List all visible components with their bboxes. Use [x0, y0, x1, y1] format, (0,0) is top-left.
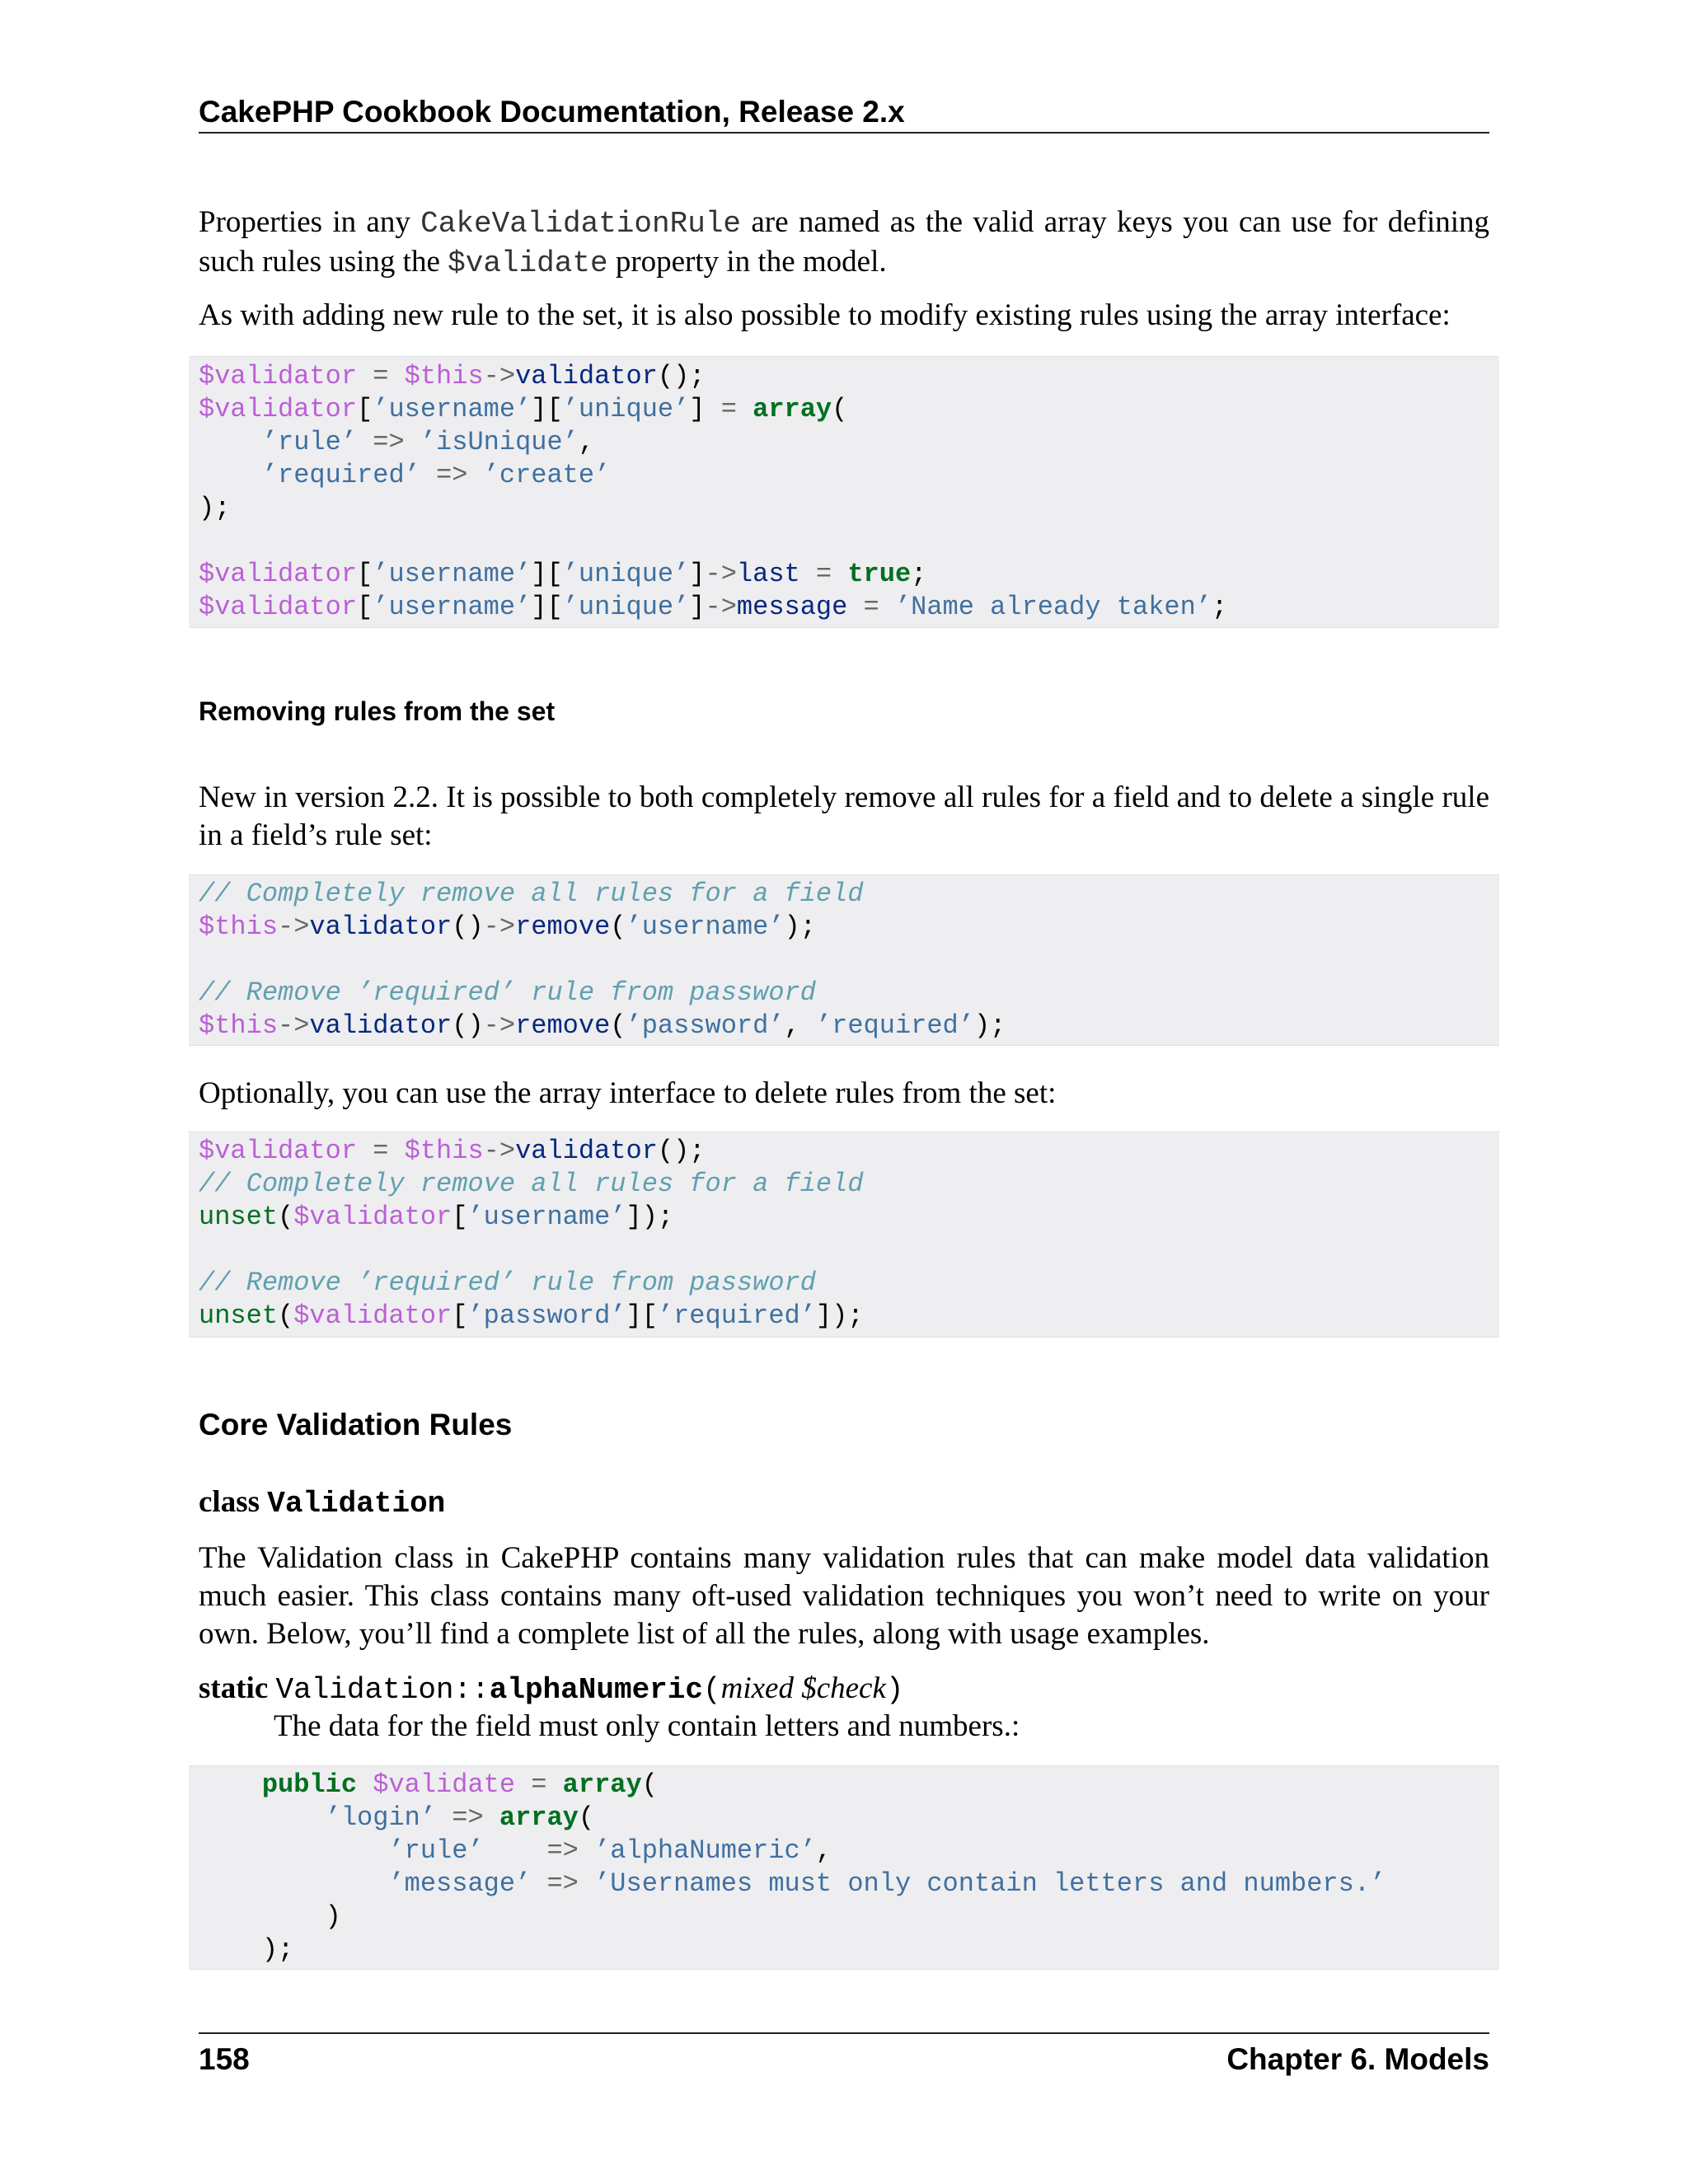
class-signature: class Validation: [199, 1485, 446, 1521]
heading-core-validation-rules: Core Validation Rules: [199, 1408, 513, 1441]
code-token: =>: [373, 427, 405, 457]
code-line: [199, 1300, 1489, 1333]
code-line: [199, 1267, 1489, 1300]
code-token: [515, 1769, 531, 1800]
code-token: ->: [483, 361, 516, 391]
code-token: (): [452, 1010, 484, 1041]
code-token: ->: [278, 912, 310, 942]
code-token: ’required’: [815, 1010, 974, 1041]
code-token: ->: [483, 912, 516, 942]
code-line: [199, 944, 1489, 977]
code-token: ’message’: [388, 1868, 532, 1899]
method-description: The data for the field must only contain letters and numbers.:: [274, 1709, 1020, 1743]
code-token: $validator: [199, 592, 358, 622]
code-token: [: [452, 1301, 468, 1331]
code-token: ’unique’: [562, 559, 690, 589]
code-token: =: [815, 559, 832, 589]
page-footer: [199, 2032, 1489, 2083]
code-token: [579, 1835, 594, 1866]
code-token: ][: [626, 1301, 658, 1331]
code-token: ’Usernames must only contain letters and numbers.’: [594, 1868, 1386, 1899]
code-token: [531, 1868, 546, 1899]
code-token: ]);: [626, 1202, 674, 1232]
code-token: array: [753, 394, 832, 424]
code-line: [199, 525, 1489, 558]
code-line: [199, 1010, 1489, 1043]
code-token: $this: [199, 912, 279, 942]
code-token: ,: [784, 1010, 816, 1041]
code-token: (): [452, 912, 484, 942]
code-line: [199, 591, 1489, 624]
code-token: [199, 1835, 388, 1866]
code-token: // Completely remove all rules for a field: [199, 1169, 864, 1199]
code-token: (: [832, 394, 848, 424]
code-token: $validate: [373, 1769, 516, 1800]
code-token: [879, 592, 895, 622]
paragraph-array-interface: Optionally, you can use the array interface to delete rules from the set:: [199, 1076, 1057, 1110]
code-token: // Remove ’required’ rule from password: [199, 1268, 816, 1298]
code-token: ’rule’: [261, 427, 358, 457]
code-token: ’create’: [483, 460, 611, 490]
code-line: [199, 360, 1489, 393]
code-token: ’username’: [373, 592, 532, 622]
code-token: [847, 592, 863, 622]
code-token: ]: [689, 394, 721, 424]
code-line: [199, 1802, 1489, 1835]
code-token: [: [357, 559, 373, 589]
code-token: validator: [309, 912, 452, 942]
code-line: [199, 1900, 1489, 1933]
code-token: ->: [705, 559, 737, 589]
chapter-title: Chapter 6. Models: [1226, 2042, 1489, 2076]
code-line: [199, 558, 1489, 591]
paragraph-modify-rules: As with adding new rule to the set, it is also possible to modify existing rules using the array interface:: [199, 298, 1451, 332]
code-token: );: [973, 1010, 1006, 1041]
code-token: ();: [657, 1136, 706, 1166]
code-line: [199, 1769, 1489, 1802]
code-token: $this: [404, 361, 484, 391]
code-token: $validator: [293, 1202, 452, 1232]
code-token: $validator: [199, 361, 358, 391]
inline-code-validate: $validate: [448, 246, 608, 280]
code-token: =: [357, 1136, 405, 1166]
code-token: =>: [546, 1835, 579, 1866]
code-token: ’username’: [467, 1202, 626, 1232]
code-block-remove-rules: [189, 874, 1499, 1046]
code-token: unset: [199, 1301, 279, 1331]
code-token: $validator: [293, 1301, 452, 1331]
code-token: ,: [578, 427, 595, 457]
code-token: ’password’: [467, 1301, 626, 1331]
code-token: ’isUnique’: [420, 427, 579, 457]
code-token: $this: [404, 1136, 484, 1166]
code-token: [357, 1769, 373, 1800]
code-token: ’username’: [626, 912, 785, 942]
code-token: (: [278, 1301, 294, 1331]
code-token: ’unique’: [562, 592, 690, 622]
code-token: ’unique’: [562, 394, 690, 424]
code-token: [: [452, 1202, 468, 1232]
code-line: [199, 393, 1489, 426]
code-token: [800, 559, 816, 589]
code-token: =>: [452, 1802, 484, 1833]
code-token: [420, 460, 436, 490]
code-token: validator: [309, 1010, 452, 1041]
code-line: [199, 1933, 1489, 1966]
code-token: $validator: [199, 394, 358, 424]
code-line: [199, 459, 1489, 492]
code-token: ’required’: [261, 460, 420, 490]
code-token: =: [720, 394, 737, 424]
code-token: ’username’: [373, 559, 532, 589]
code-token: ’Name already taken’: [894, 592, 1212, 622]
code-token: ;: [1212, 592, 1228, 622]
code-line: [199, 492, 1489, 525]
code-token: (: [641, 1769, 658, 1800]
code-line: [199, 1835, 1489, 1868]
code-token: public: [261, 1769, 358, 1800]
code-token: =>: [436, 460, 468, 490]
code-token: ’password’: [626, 1010, 785, 1041]
code-token: true: [847, 559, 912, 589]
code-token: message: [736, 592, 848, 622]
class-name: Validation: [267, 1487, 446, 1521]
code-token: $validator: [199, 559, 358, 589]
code-line: [199, 1135, 1489, 1168]
code-line: [199, 1868, 1489, 1900]
code-token: ’rule’: [388, 1835, 484, 1866]
code-token: // Remove ’required’ rule from password: [199, 977, 816, 1008]
code-token: [467, 460, 483, 490]
code-token: (: [610, 912, 626, 942]
code-token: [436, 1802, 452, 1833]
code-token: last: [736, 559, 800, 589]
code-token: $validator: [199, 1136, 358, 1166]
code-token: [737, 394, 753, 424]
code-token: ->: [483, 1010, 516, 1041]
code-line: [199, 1201, 1489, 1234]
code-token: ();: [657, 361, 706, 391]
heading-removing-rules: Removing rules from the set: [199, 696, 556, 726]
code-token: unset: [199, 1202, 279, 1232]
paragraph-validation-class: The Validation class in CakePHP contains many validation rules that can make model data validation much easier. This class contains many oft-used validation techniques you won’t need to write on your own. Below, you’ll find a complete list of all the rules, along with usage examples.: [199, 1541, 1489, 1651]
code-token: =: [863, 592, 879, 622]
code-token: remove: [515, 912, 611, 942]
code-token: [405, 427, 420, 457]
code-token: [546, 1769, 562, 1800]
code-token: (: [278, 1202, 294, 1232]
code-token: =>: [546, 1868, 579, 1899]
code-token: ]: [689, 559, 706, 589]
code-token: array: [562, 1769, 642, 1800]
code-token: =: [531, 1769, 547, 1800]
code-token: ][: [531, 559, 563, 589]
code-token: );: [784, 912, 816, 942]
code-line: [199, 1234, 1489, 1267]
code-block-unset-rules: [189, 1132, 1499, 1338]
code-token: =: [357, 361, 405, 391]
code-token: [199, 1769, 262, 1800]
method-signature: static Validation::alphaNumeric(mixed $check): [199, 1671, 904, 1707]
code-token: ]);: [815, 1301, 864, 1331]
code-token: validator: [515, 1136, 658, 1166]
paragraph-properties: Properties in any CakeValidationRule are named as the valid array keys you can use for defining such rules using the $validate property in the model.: [199, 205, 1490, 280]
code-token: [199, 1802, 326, 1833]
page-header: [199, 92, 1489, 134]
code-line: [199, 878, 1489, 911]
paragraph-remove-rules: New in version 2.2. It is possible to both completely remove all rules for a field and to delete a single rule in a field’s rule set:: [199, 780, 1489, 852]
code-token: ’alphaNumeric’: [594, 1835, 816, 1866]
code-token: (: [578, 1802, 595, 1833]
page-number: 158: [199, 2042, 250, 2076]
code-token: ->: [705, 592, 737, 622]
code-token: ->: [278, 1010, 310, 1041]
code-block-alphanumeric-example: [189, 1765, 1499, 1970]
code-token: // Completely remove all rules for a field: [199, 879, 864, 909]
code-token: ->: [483, 1136, 516, 1166]
method-name: alphaNumeric: [489, 1673, 703, 1707]
code-token: ,: [815, 1835, 832, 1866]
code-token: );: [199, 1934, 294, 1965]
code-token: $this: [199, 1010, 279, 1041]
code-token: [199, 460, 262, 490]
code-line: [199, 911, 1489, 944]
inline-code-cakevalidationrule: CakeValidationRule: [420, 207, 742, 241]
code-token: ][: [531, 394, 563, 424]
code-token: array: [499, 1802, 579, 1833]
code-token: );: [199, 493, 231, 523]
code-token: (: [610, 1010, 626, 1041]
code-line: [199, 426, 1489, 459]
code-token: [357, 427, 373, 457]
code-token: [832, 559, 847, 589]
code-block-modify-rules: [189, 356, 1499, 628]
code-token: [579, 1868, 594, 1899]
code-token: remove: [515, 1010, 611, 1041]
code-token: [: [357, 394, 373, 424]
code-token: [: [357, 592, 373, 622]
code-line: [199, 977, 1489, 1010]
code-token: validator: [515, 361, 658, 391]
code-token: ;: [911, 559, 927, 589]
code-token: ’login’: [325, 1802, 437, 1833]
code-token: ’username’: [373, 394, 532, 424]
code-token: ’required’: [657, 1301, 816, 1331]
code-token: ): [199, 1901, 341, 1932]
code-token: [199, 427, 262, 457]
code-token: ]: [689, 592, 706, 622]
code-token: [484, 1802, 499, 1833]
code-token: [484, 1835, 547, 1866]
code-line: [199, 1168, 1489, 1201]
code-token: ][: [531, 592, 563, 622]
header-title: CakePHP Cookbook Documentation, Release 2.x: [199, 95, 905, 129]
code-token: [199, 1868, 388, 1899]
